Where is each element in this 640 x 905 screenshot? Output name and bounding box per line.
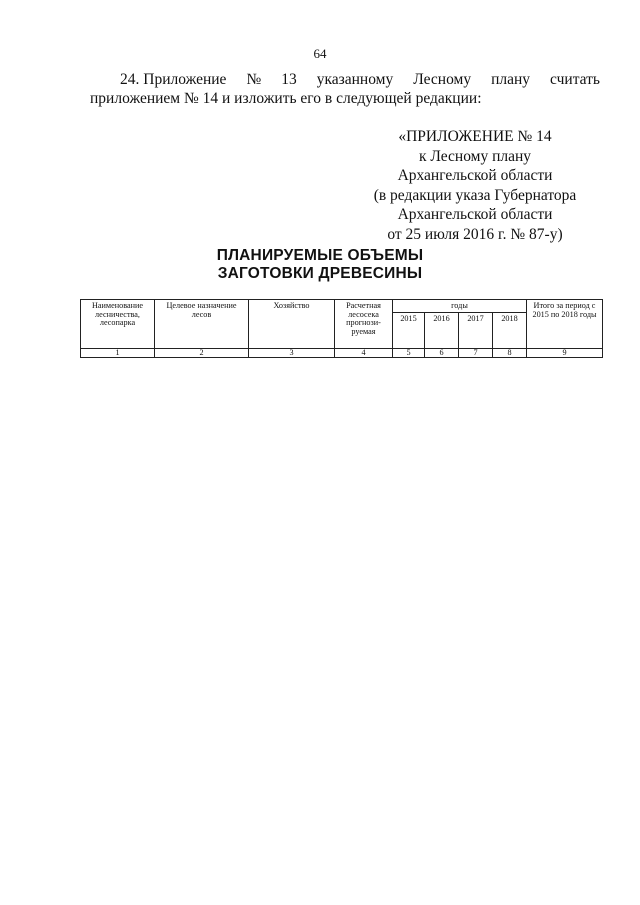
- header-economy: Хозяйство: [249, 300, 335, 349]
- paragraph-word: 24. Приложение: [120, 71, 227, 88]
- appendix-line: (в редакции указа Губернатора: [373, 186, 577, 204]
- column-number: 2: [155, 348, 249, 357]
- appendix-heading: [350, 127, 600, 244]
- title-line: ПЛАНИРУЕМЫЕ ОБЪЕМЫ: [216, 247, 424, 264]
- column-number: 7: [459, 348, 493, 357]
- paragraph-line-2: приложением № 14 и изложить его в следующей редакции:: [90, 90, 482, 107]
- header-forestry: Наименование лесничества, лесопарка: [81, 300, 155, 349]
- page-number: 64: [313, 46, 327, 61]
- column-number: 3: [249, 348, 335, 357]
- header-period-total: Итого за период с 2015 по 2018 годы: [527, 300, 603, 349]
- title-line: ЗАГОТОВКИ ДРЕВЕСИНЫ: [217, 265, 423, 282]
- column-number: 4: [335, 348, 393, 357]
- paragraph-word: плану: [491, 71, 531, 88]
- paragraph-word: считать: [550, 71, 600, 88]
- appendix-line: от 25 июля 2016 г. № 87-у): [387, 225, 563, 243]
- header-purpose: Целевое назначение лесов: [155, 300, 249, 349]
- paragraph-word: Лесному: [413, 71, 472, 88]
- header-years-group: годы: [393, 300, 527, 313]
- header-year: 2016: [425, 312, 459, 348]
- column-number: 9: [527, 348, 603, 357]
- harvest-volume-table: [80, 299, 603, 358]
- column-number: 8: [493, 348, 527, 357]
- header-year: 2018: [493, 312, 527, 348]
- paragraph-word: указанному: [316, 71, 394, 88]
- appendix-line: Архангельской области: [397, 167, 553, 184]
- document-title: [0, 247, 640, 283]
- header-year: 2015: [393, 312, 425, 348]
- appendix-line: к Лесному плану: [418, 147, 532, 165]
- appendix-line: Архангельской области: [397, 206, 553, 223]
- header-year: 2017: [459, 312, 493, 348]
- appendix-line: «ПРИЛОЖЕНИЕ № 14: [398, 128, 552, 145]
- paragraph-line-1: [90, 70, 600, 89]
- header-estimated-cut: Расчетная лесосека прогнози-руемая: [335, 300, 393, 349]
- column-number: 5: [393, 348, 425, 357]
- amendment-paragraph: [90, 70, 600, 108]
- column-number: 6: [425, 348, 459, 357]
- column-number-row: [81, 348, 603, 357]
- column-number: 1: [81, 348, 155, 357]
- paragraph-word: №: [246, 71, 262, 88]
- paragraph-word: 13: [281, 71, 297, 88]
